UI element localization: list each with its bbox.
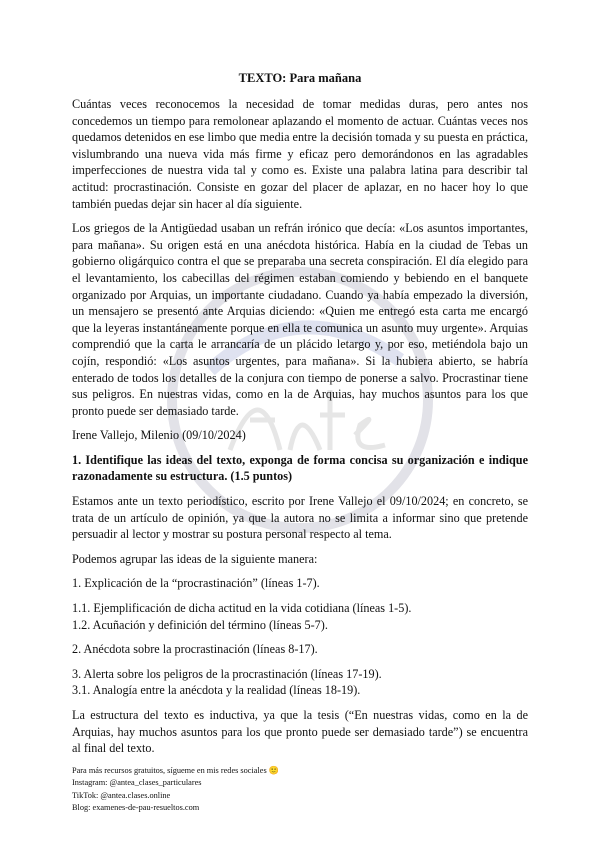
idea-item: 1.2. Acuñación y definición del término (líneas 5-7).	[72, 617, 328, 632]
idea-item: 3.1. Analogía entre la anécdota y la realidad (líneas 18-19).	[72, 683, 361, 698]
idea-item: 1. Explicación de la “procrastinación” (líneas 1-7).	[72, 576, 320, 591]
smile-emoji-icon: 🙂	[268, 765, 280, 775]
idea-item: 3. Alerta sobre los peligros de la procrastinación (líneas 17-19).	[72, 666, 382, 681]
text-paragraph-1: Cuántas veces reconocemos la necesidad de tomar medidas duras, pero antes nos concedemos un tiempo para remolonear aplazando el momento de actuar. Cuántas veces nos quedamos detenidos en ese limbo que media entre la decisión tomada y su puesta en práctica, vislumbrando una nueva vida más firme y eficaz pero demorándonos en las agradables imperfecciones de nuestra vida tal y como es. Existe una palabra latina para describir tal actitud: procrastinación. Consiste en gozar del placer de aplazar, en no hacer hoy lo que también puedas dejar sin hacer al día siguiente.	[72, 97, 528, 211]
footer-blog: Blog: examenes-de-pau-resueltos.com	[72, 803, 200, 812]
question-heading: 1. Identifique las ideas del texto, exponga de forma concisa su organización e indique razonadamente su estructura. (1.5 puntos)	[72, 452, 528, 484]
footer-instagram: Instagram: @antea_clases_particulares	[72, 778, 202, 788]
answer-intro: Estamos ante un texto periodístico, escrito por Irene Vallejo el 09/10/2024; en concreto, se trata de un artículo de opinión, ya que la autora no se limita a informar sino que pretende persuadir al lector y mostrar su postura personal respecto al tema.	[72, 494, 528, 542]
document-title: TEXTO: Para mañana	[238, 71, 362, 85]
idea-item: 1.1. Ejemplificación de dicha actitud en la vida cotidiana (líneas 1-5).	[72, 601, 412, 616]
ideas-intro: Podemos agrupar las ideas de la siguiente manera:	[72, 551, 318, 566]
source-citation: Irene Vallejo, Milenio (09/10/2024)	[72, 428, 246, 443]
structure-paragraph: La estructura del texto es inductiva, ya que la tesis (“En nuestras vidas, como en la de Arquias, hay muchos asuntos para los que pronto puede ser demasiado tarde”) se encuentra al final del texto.	[72, 708, 528, 756]
text-paragraph-2: Los griegos de la Antigüedad usaban un refrán irónico que decía: «Los asuntos importantes, para mañana». Su origen está en una anécdota histórica. Había en la ciudad de Tebas un gobierno oligárquico contra el que se preparaba una secreta conspiración. El día elegido para el levantamiento, los cabecillas del régimen estaban comiendo y bebiendo en el banquete organizado por Arquias, un importante ciudadano. Cuando ya había empezado la diversión, un mensajero se presentó ante Arquias diciendo: «Quien me entregó esta carta me encargó que la leyeras instantáneamente porque en ella te comunica un asunto muy urgente». Arquias comprendió que la carta le arrancaría de un plácido letargo y, por eso, metiéndola bajo un cojín, respondió: «Los asuntos urgentes, para mañana». Si la hubiera abierto, se habría enterado de todos los detalles de la conjura con tiempo de ponerse a salvo. Procrastinar tiene sus peligros. En nuestras vidas, como en la de Arquias, hay muchos asuntos para los que pronto puede ser demasiado tarde.	[72, 221, 528, 418]
idea-item: 2. Anécdota sobre la procrastinación (líneas 8-17).	[72, 642, 318, 657]
footer-social	[72, 765, 528, 815]
footer-promo: Para más recursos gratuitos, sígueme en mis redes sociales	[72, 765, 267, 775]
footer-tiktok: TikTok: @antea.clases.online	[72, 790, 171, 800]
